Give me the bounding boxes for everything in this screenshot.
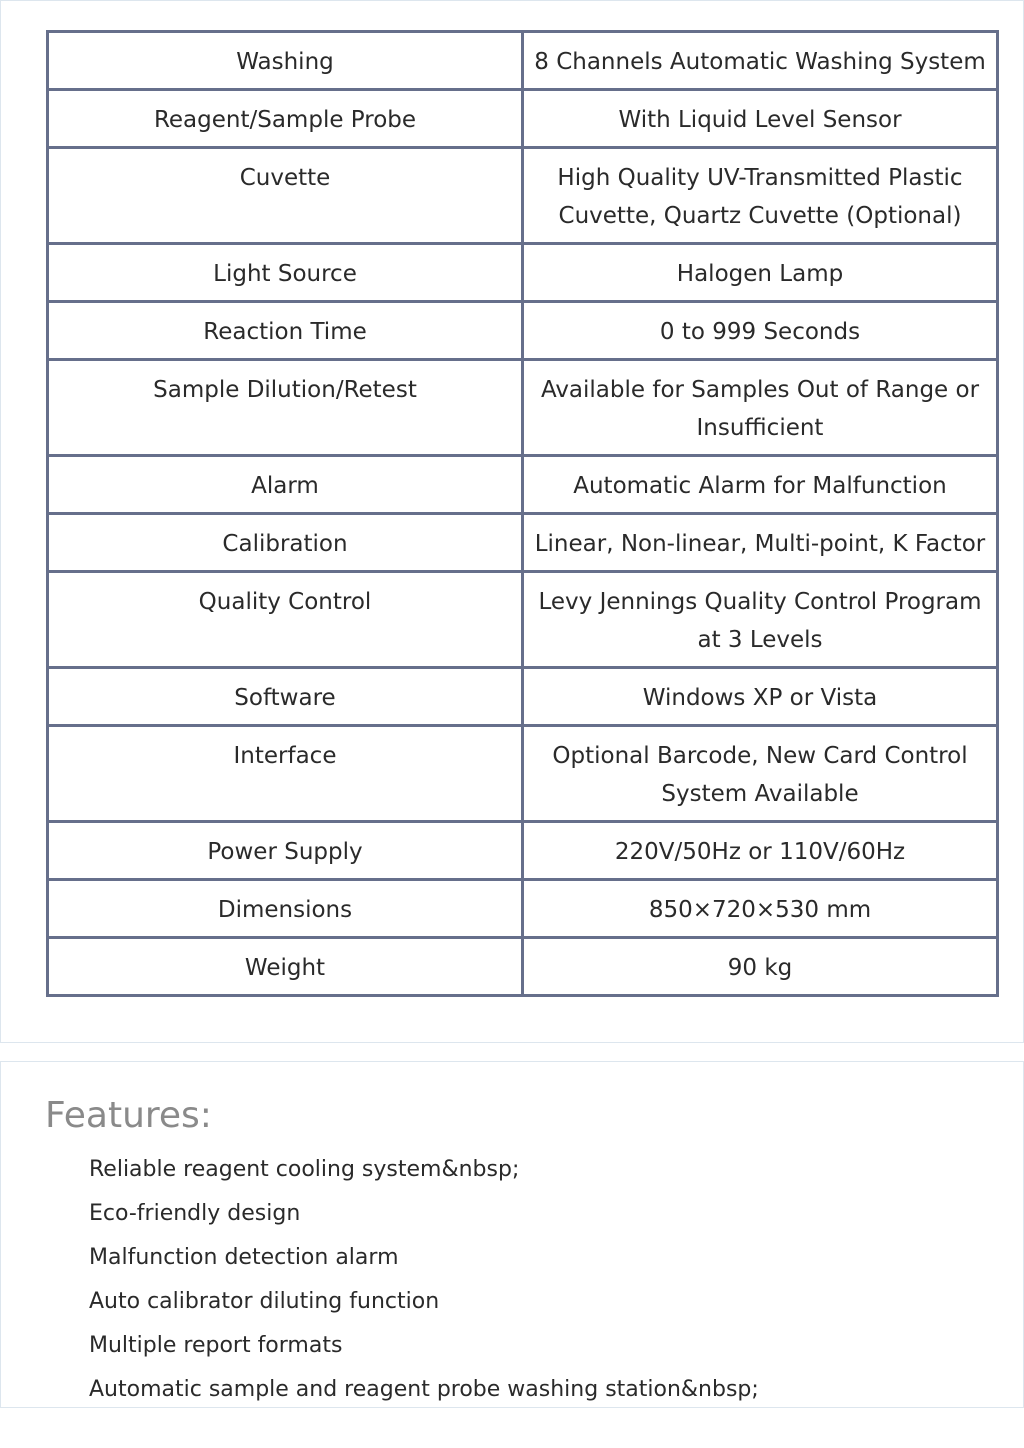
table-row	[48, 302, 998, 360]
table-row	[48, 456, 998, 514]
list-item: Malfunction detection alarm	[89, 1245, 399, 1270]
table-row	[48, 572, 998, 668]
list-item: Reliable reagent cooling system&nbsp;	[89, 1157, 520, 1182]
spec-value: With Liquid Level Sensor	[523, 90, 998, 148]
spec-value: Windows XP or Vista	[523, 668, 998, 726]
spec-value: High Quality UV-Transmitted Plastic Cuvette, Quartz Cuvette (Optional)	[523, 148, 998, 244]
spec-label: Software	[48, 668, 523, 726]
spec-label: Calibration	[48, 514, 523, 572]
spec-label: Reaction Time	[48, 302, 523, 360]
table-row	[48, 726, 998, 822]
spec-value: Automatic Alarm for Malfunction	[523, 456, 998, 514]
table-row	[48, 668, 998, 726]
features-list	[89, 1148, 759, 1412]
table-row	[48, 822, 998, 880]
spec-label: Power Supply	[48, 822, 523, 880]
table-row	[48, 32, 998, 90]
features-heading: Features:	[45, 1095, 212, 1136]
table-row	[48, 880, 998, 938]
spec-value: 220V/50Hz or 110V/60Hz	[523, 822, 998, 880]
spec-value: 0 to 999 Seconds	[523, 302, 998, 360]
spec-value: 850×720×530 mm	[523, 880, 998, 938]
spec-label: Alarm	[48, 456, 523, 514]
spec-value: Optional Barcode, New Card Control System Available	[523, 726, 998, 822]
list-item: Automatic sample and reagent probe washing station&nbsp;	[89, 1377, 759, 1402]
spec-label: Sample Dilution/Retest	[48, 360, 523, 456]
spec-value: Linear, Non-linear, Multi-point, K Factor	[523, 514, 998, 572]
features-panel	[0, 1061, 1024, 1408]
specifications-table	[46, 30, 999, 997]
spec-value: Levy Jennings Quality Control Program at 3 Levels	[523, 572, 998, 668]
spec-label: Interface	[48, 726, 523, 822]
list-item: Multiple report formats	[89, 1333, 343, 1358]
table-row	[48, 90, 998, 148]
table-row	[48, 514, 998, 572]
spec-label: Dimensions	[48, 880, 523, 938]
table-row	[48, 148, 998, 244]
spec-value: 90 kg	[523, 938, 998, 996]
table-row	[48, 938, 998, 996]
list-item: Auto calibrator diluting function	[89, 1289, 440, 1314]
spec-label: Quality Control	[48, 572, 523, 668]
spec-value: Available for Samples Out of Range or Insufficient	[523, 360, 998, 456]
list-item: Eco-friendly design	[89, 1201, 301, 1226]
table-row	[48, 244, 998, 302]
spec-value: 8 Channels Automatic Washing System	[523, 32, 998, 90]
spec-label: Light Source	[48, 244, 523, 302]
spec-label: Washing	[48, 32, 523, 90]
spec-value: Halogen Lamp	[523, 244, 998, 302]
spec-label: Cuvette	[48, 148, 523, 244]
table-row	[48, 360, 998, 456]
spec-label: Weight	[48, 938, 523, 996]
spec-label: Reagent/Sample Probe	[48, 90, 523, 148]
